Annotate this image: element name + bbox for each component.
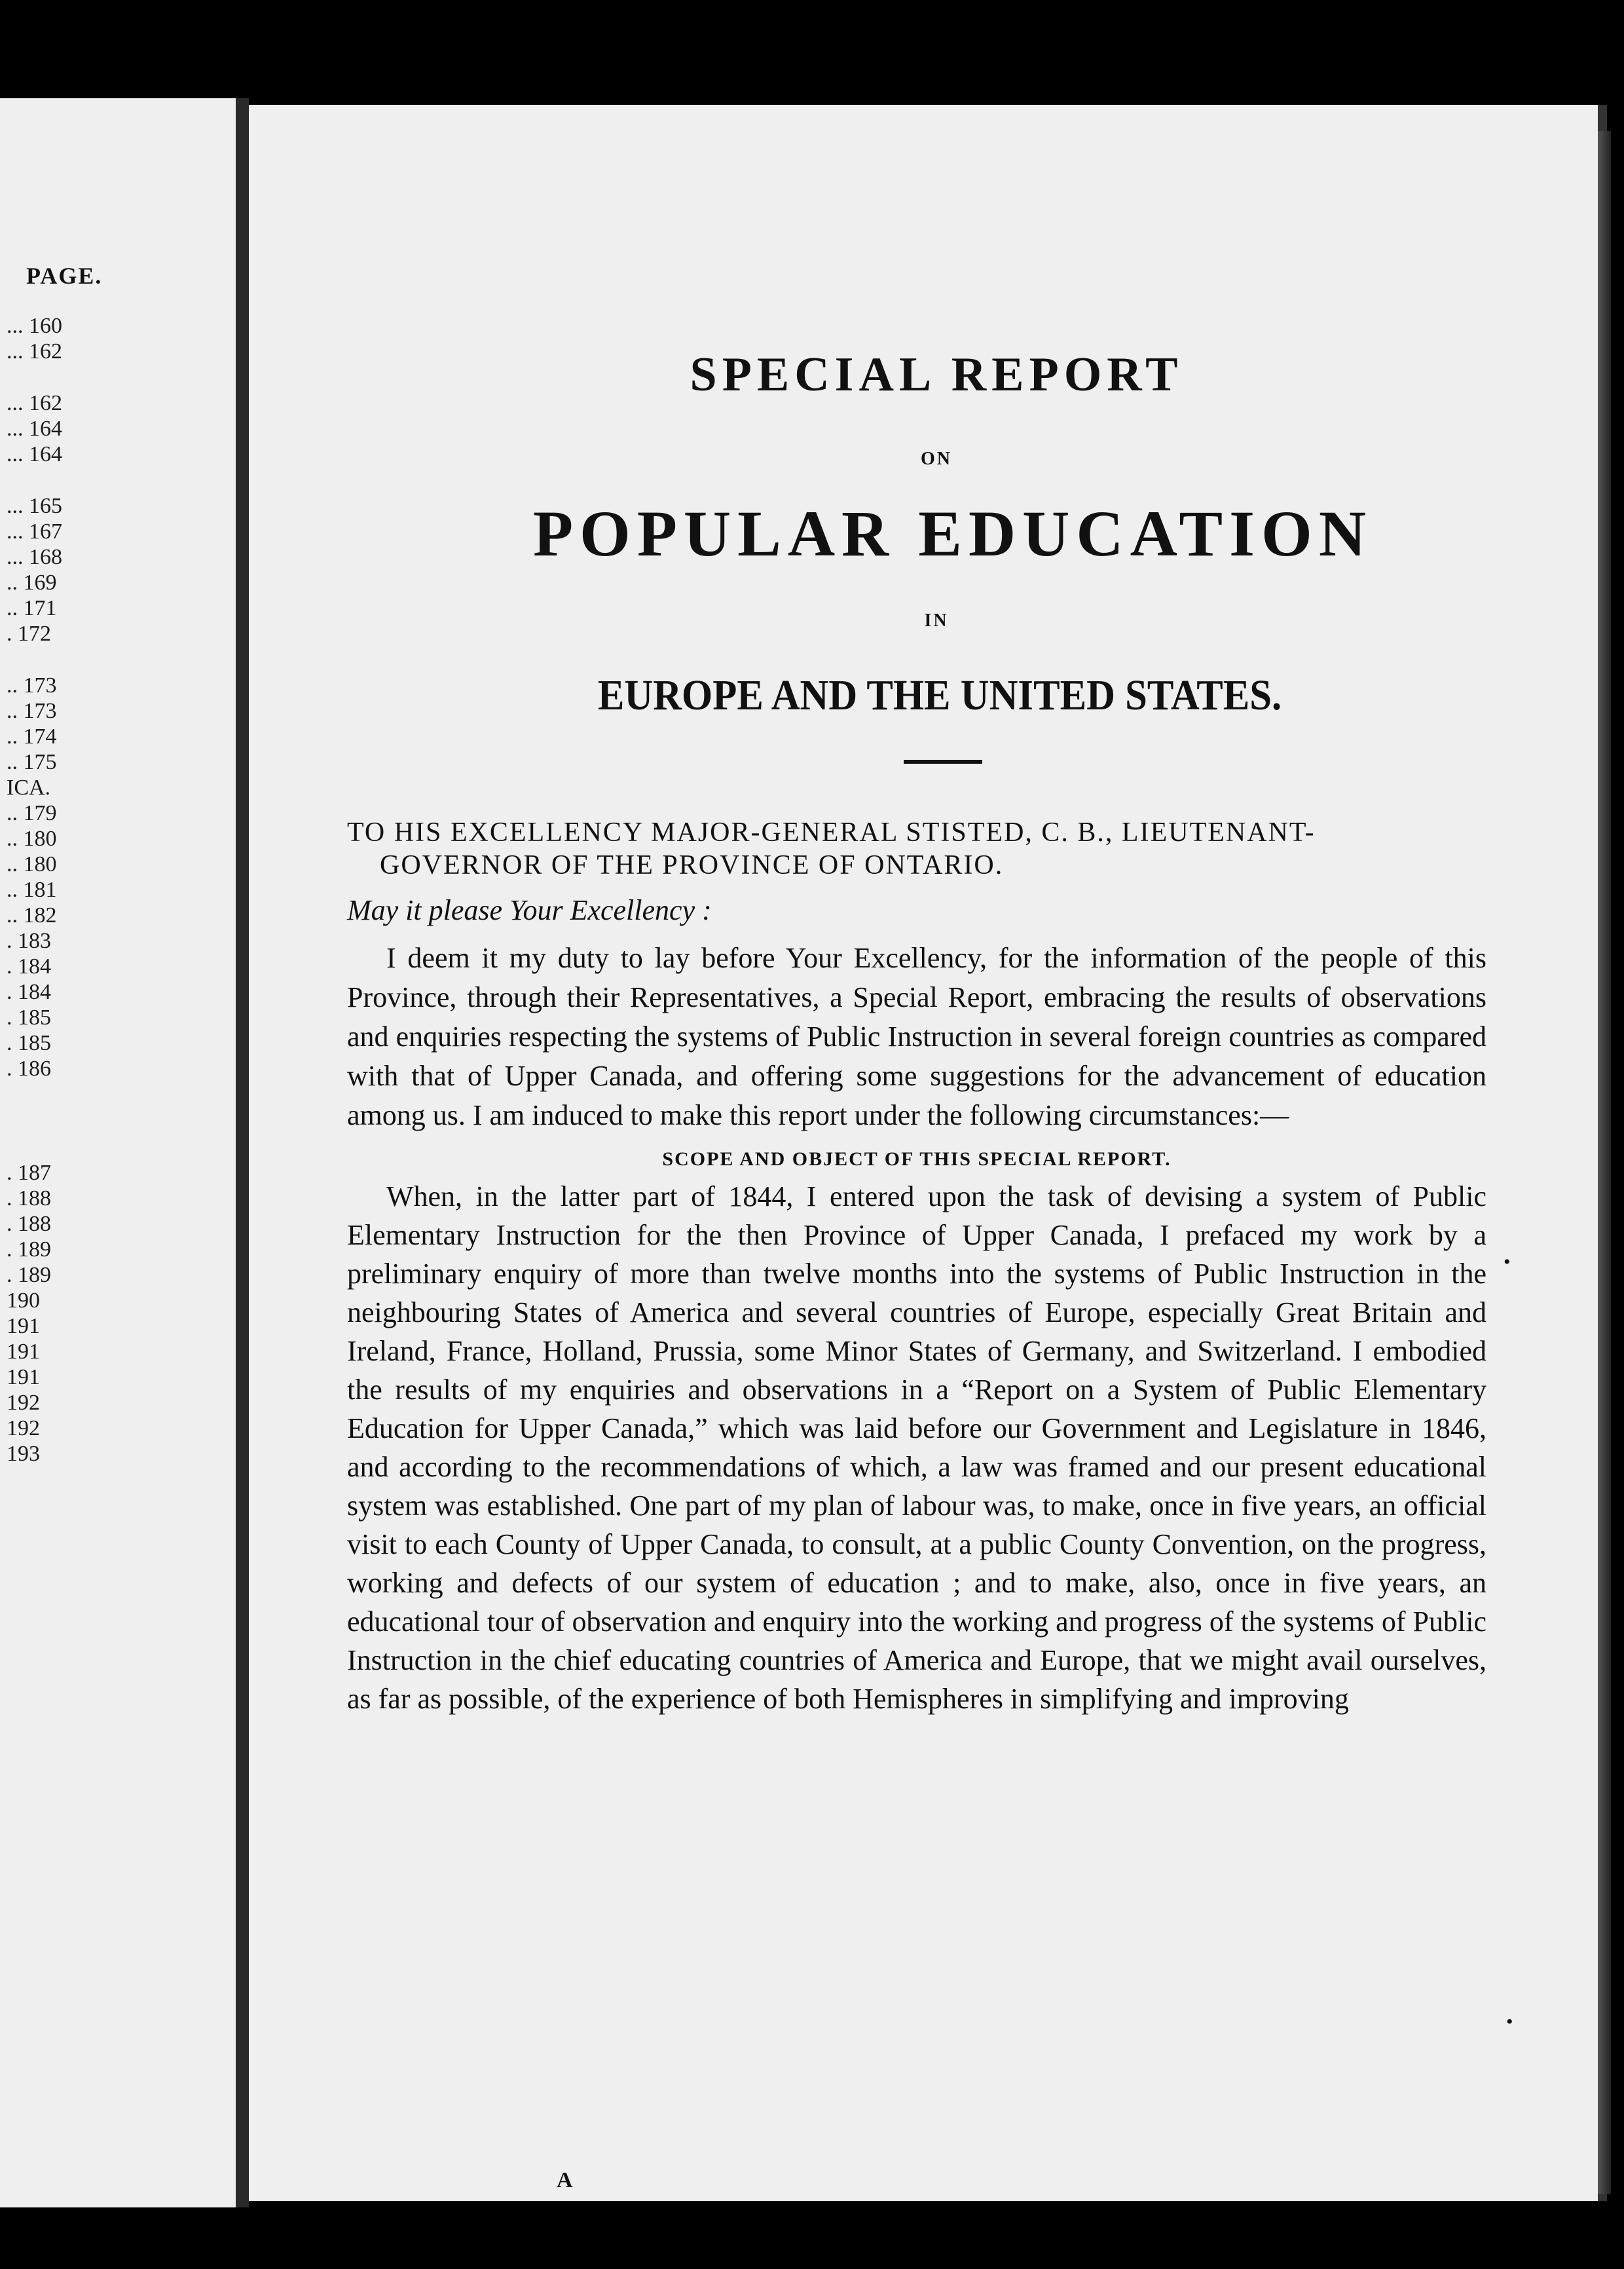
title-on: ON	[921, 449, 952, 469]
page-content	[347, 347, 1486, 1718]
index-line: .. 179	[7, 801, 57, 825]
index-line: ... 164	[7, 417, 62, 441]
index-line: . 185	[7, 1005, 51, 1030]
book-gutter	[236, 98, 249, 2207]
index-line: ... 164	[7, 442, 62, 466]
margin-dot: •	[1504, 1251, 1511, 1273]
index-line: .. 173	[7, 699, 57, 723]
index-line: . 188	[7, 1186, 51, 1210]
signature-mark: A	[557, 2168, 573, 2192]
index-line: .. 174	[7, 724, 57, 749]
index-line: ... 162	[7, 391, 62, 415]
index-line: 190	[7, 1288, 40, 1313]
index-line: 191	[7, 1314, 40, 1338]
index-line: . 189	[7, 1237, 51, 1262]
index-line: . 188	[7, 1212, 51, 1236]
index-line: . 186	[7, 1057, 51, 1081]
index-line: 191	[7, 1365, 40, 1389]
index-line: 191	[7, 1340, 40, 1364]
index-line: .. 169	[7, 571, 57, 595]
title-popular-education: POPULAR EDUCATION	[532, 497, 1373, 570]
index-line: ... 168	[7, 545, 62, 569]
paragraph-intro: I deem it my duty to lay before Your Excellency, for the information of the people of this Province, through their Representatives, a Special Report, embracing the results of observations and enquiries respecting the systems of Public Instruction in several foreign countries as compared with that of Upper Canada, and offering some suggestions for the advancement of education among us. I am induced to make this report under the following circumstances:—	[347, 942, 1486, 1131]
index-line: .. 180	[7, 827, 57, 851]
index-line: . 185	[7, 1031, 51, 1055]
address-line-1: TO HIS EXCELLENCY MAJOR-GENERAL STISTED, C. B., LIEUTENANT-	[347, 817, 1316, 848]
index-line: .. 173	[7, 673, 57, 698]
index-line: ... 162	[7, 339, 62, 364]
index-line: . 189	[7, 1263, 51, 1287]
title-special-report: SPECIAL REPORT	[690, 348, 1183, 402]
section-heading: SCOPE AND OBJECT OF THIS SPECIAL REPORT.	[662, 1148, 1172, 1170]
main-page	[249, 105, 1607, 2201]
index-line: ... 165	[7, 494, 62, 518]
index-line: .. 180	[7, 852, 57, 876]
index-line: . 183	[7, 929, 51, 953]
index-line: 193	[7, 1442, 40, 1466]
title-in: IN	[924, 610, 949, 631]
title-europe-us: EUROPE AND THE UNITED STATES.	[597, 671, 1282, 719]
index-line: .. 182	[7, 903, 57, 928]
index-line: ICA.	[7, 776, 51, 800]
index-line: . 172	[7, 622, 51, 646]
index-line: ... 160	[7, 314, 62, 338]
salutation: May it please Your Excellency :	[347, 894, 712, 926]
ornament-rule	[904, 760, 982, 764]
index-line: . 184	[7, 980, 51, 1004]
left-page-heading: PAGE.	[26, 263, 103, 289]
index-line: 192	[7, 1391, 40, 1415]
paragraph-scope: When, in the latter part of 1844, I entered upon the task of devising a system of Public Elementary Instruction for the then Province of Upper Canada, I prefaced my work by a preliminary enquiry of more than twelve months into the systems of Public Instruction in the neighbouring States of America and several countries of Europe, especially Great Britain and Ireland, France, Holland, Prussia, some Minor States of Germany, and Switzerland. I embodied the results of my enquiries and observations in a “Report on a System of Public Elementary Education for Upper Canada,” which was laid before our Government and Legislature in 1846, and according to the recommendations of which, a law was framed and our present educational system was established. One part of my plan of labour was, to make, once in five years, an official visit to each County of Upper Canada, to consult, at a public County Convention, on the progress, working and defects of our system of education ; and to make, also, once in five years, an educational tour of observation and enquiry into the working and progress of the systems of Public Instruction in the chief educating countries of America and Europe, that we might avail ourselves, as far as possible, of the experience of both Hemispheres in simplifying and improving	[347, 1180, 1486, 1715]
index-line: .. 181	[7, 878, 57, 902]
margin-dot: •	[1506, 2011, 1513, 2033]
left-page-fragment	[0, 98, 240, 2207]
index-line: . 187	[7, 1161, 51, 1185]
index-line: . 184	[7, 954, 51, 979]
address-line-2: GOVERNOR OF THE PROVINCE OF ONTARIO.	[380, 850, 1004, 880]
index-line: .. 171	[7, 596, 57, 620]
index-line: ... 167	[7, 519, 62, 544]
page-edge	[1598, 131, 1611, 2194]
index-line: .. 175	[7, 750, 57, 774]
index-line: 192	[7, 1416, 40, 1440]
